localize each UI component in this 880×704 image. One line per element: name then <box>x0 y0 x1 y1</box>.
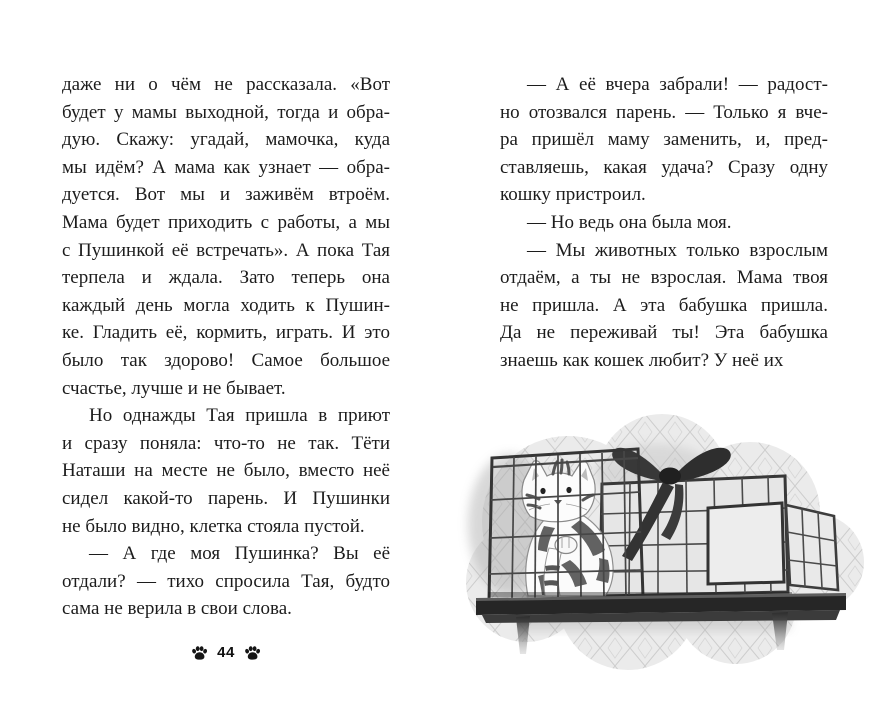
text-line: ке. Гладить её, кормить, играть. И это <box>62 322 390 344</box>
page-footer <box>62 644 390 661</box>
text-line: знаешь как кошек любит? У неё их <box>500 349 784 371</box>
text-line: не было видно, клетка стояла пустой. <box>62 515 365 537</box>
paw-icon <box>244 645 261 661</box>
text-line: не пришла. А эта бабушка пришла. <box>500 294 828 316</box>
text-line: Да не переживай ты! Эта бабушка <box>500 322 828 344</box>
cage-door <box>786 505 838 590</box>
text-line: мы идём? А мама как узнает — обра- <box>62 156 390 178</box>
text-line: дуется. Вот мы и заживём втроём. <box>62 184 390 206</box>
text-line: дую. Скажу: угадай, мамочка, куда <box>62 129 390 151</box>
text-line: счастье, лучше и не бывает. <box>62 377 286 399</box>
text-line: — А её вчера забрали! — радост- <box>527 74 828 95</box>
right-page-text <box>500 71 828 375</box>
text-line: даже ни о чём не рассказала. «Вот <box>62 74 390 95</box>
text-line: будет у мамы выходной, тогда и обра- <box>62 101 390 123</box>
text-line: терпела и ждала. Зато теперь она <box>62 267 390 289</box>
paw-icon <box>191 645 208 661</box>
page-number: 44 <box>217 644 235 661</box>
text-line: Но однажды Тая пришла в приют <box>89 405 390 427</box>
text-line: — А где моя Пушинка? Вы её <box>89 543 390 565</box>
text-line: отдаём, а ты не взрослая. Мама твоя <box>500 267 828 289</box>
text-line: с Пушинкой её встречать». А пока Тая <box>62 239 390 261</box>
text-line: каждый день могла ходить к Пушин- <box>62 294 390 316</box>
text-line: сидел какой-то парень. И Пушинки <box>62 487 390 509</box>
text-line: отдали? — тихо спросила Тая, будто <box>62 570 390 592</box>
text-line: и сразу поняла: что-то не так. Тёти <box>62 432 390 454</box>
text-line: сама не верила в свои слова. <box>62 598 292 620</box>
text-line: кошку пристроил. <box>500 184 646 206</box>
text-line: — Мы животных только взрослым <box>527 239 828 261</box>
text-line: но отозвался парень. — Только я вче- <box>500 101 828 123</box>
left-page-text <box>62 71 390 623</box>
text-line: было так здорово! Самое большое <box>62 349 390 371</box>
cat-cage-illustration <box>450 414 870 690</box>
text-line: ставляешь, какая удача? Сразу одну <box>500 156 828 178</box>
text-line: Наташи на месте не было, вместо неё <box>62 460 390 482</box>
text-line: ра пришёл маму заменить, и, пред- <box>500 129 828 151</box>
text-line: — Но ведь она была моя. <box>527 211 732 233</box>
text-line: Мама будет приходить с работы, а мы <box>62 211 390 233</box>
